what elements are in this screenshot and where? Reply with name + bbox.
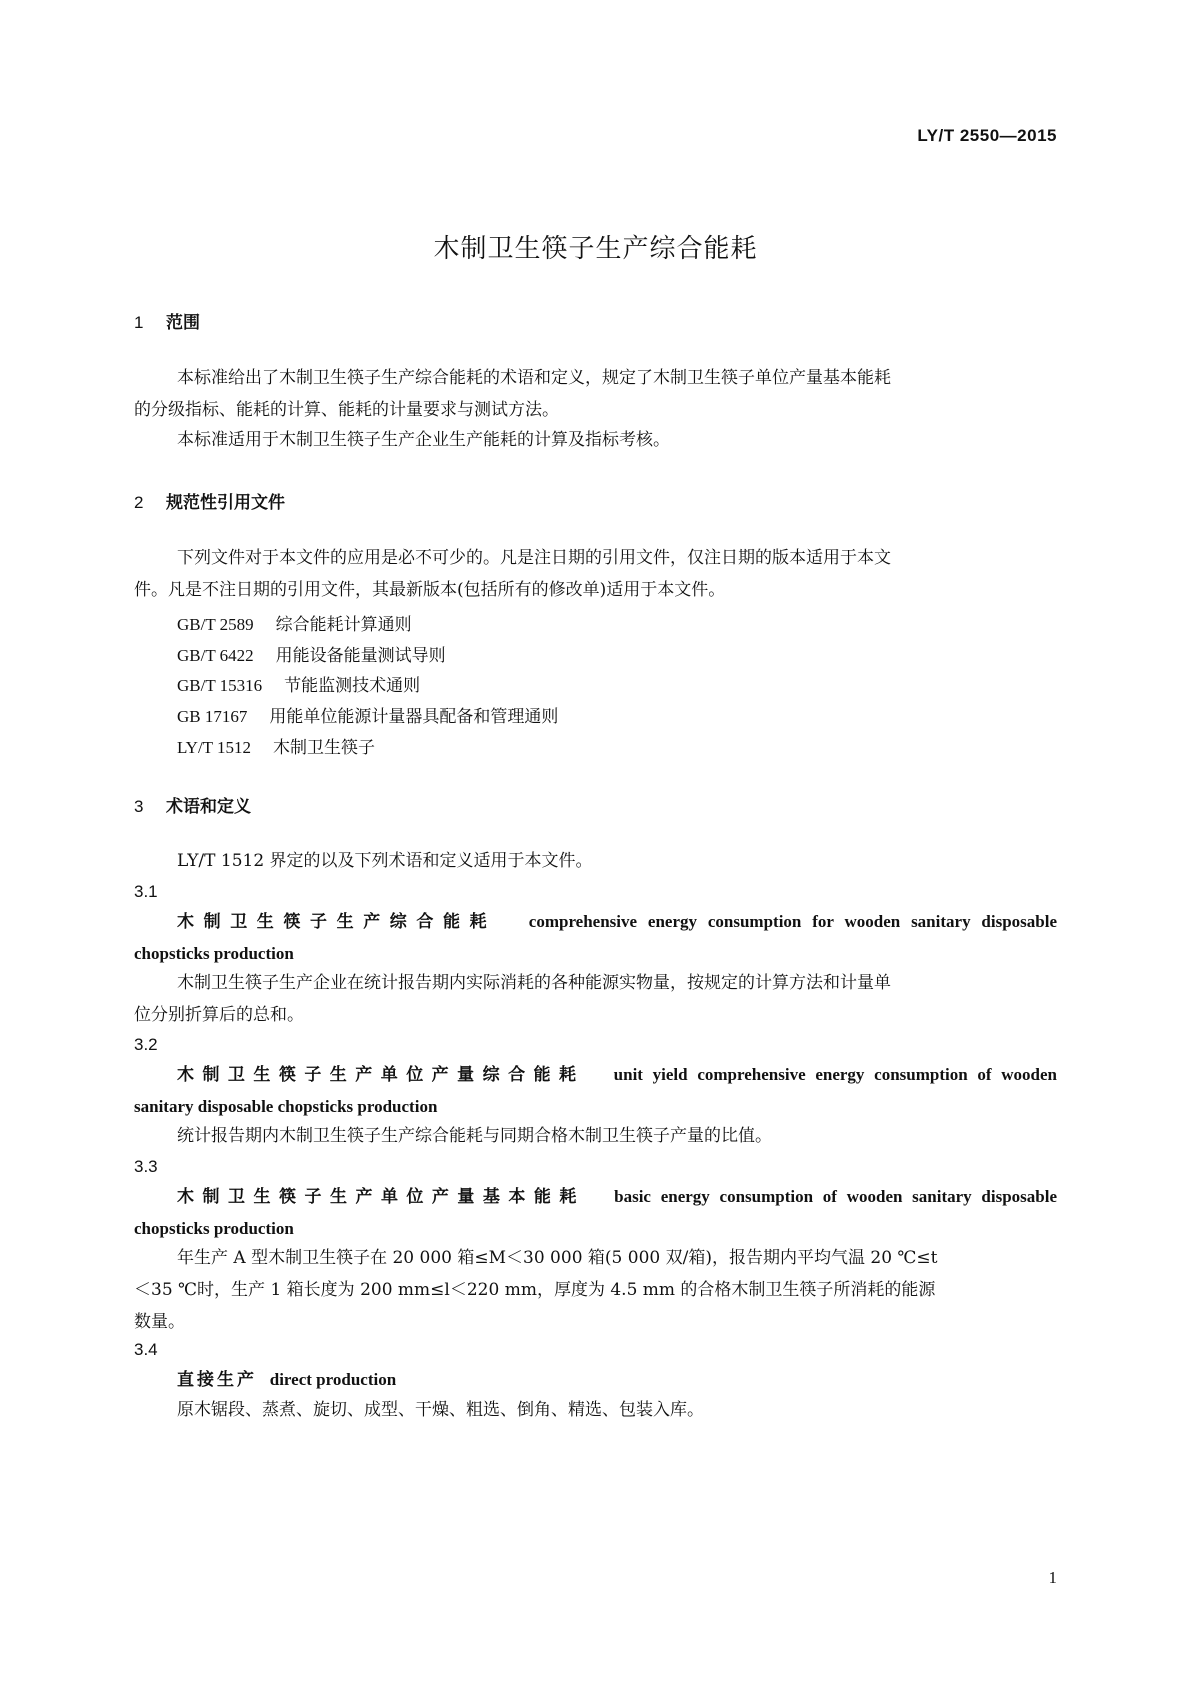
document-title: 木制卫生筷子生产综合能耗 bbox=[433, 234, 758, 264]
text-line: 年生产 A 型木制卫生筷子在 20 000 箱≤M＜30 000 箱(5 000 双/箱)，报告期内平均气温 20 ℃≤t bbox=[177, 1248, 938, 1268]
text-line: ＜35 ℃时，生产 1 箱长度为 200 mm≤l＜220 mm，厚度为 4.5 mm 的合格木制卫生筷子所消耗的能源 bbox=[134, 1280, 936, 1300]
terms-intro bbox=[134, 845, 1057, 877]
page-number: 1 bbox=[1048, 1568, 1057, 1587]
reference-code: GB/T 2589 bbox=[177, 615, 254, 634]
section-heading-scope bbox=[134, 308, 200, 333]
reference-code: GB 17167 bbox=[177, 707, 248, 726]
text-line: 的分级指标、能耗的计算、能耗的计量要求与测试方法。 bbox=[134, 400, 559, 420]
section-number: 3 bbox=[134, 797, 144, 816]
term-definition bbox=[134, 967, 1057, 1031]
reference-item bbox=[177, 671, 420, 696]
section-number: 1 bbox=[134, 313, 144, 332]
reference-item bbox=[177, 610, 412, 635]
text-line: 件。凡是不注日期的引用文件，其最新版本(包括所有的修改单)适用于本文件。 bbox=[134, 580, 726, 600]
term-entry bbox=[134, 1181, 1057, 1245]
term-english: basic energy consumption of wooden sanitary disposable bbox=[614, 1187, 1058, 1206]
text-line: LY/T 1512 界定的以及下列术语和定义适用于本文件。 bbox=[177, 851, 593, 871]
term-definition bbox=[134, 1242, 1057, 1338]
term-chinese: 木制卫生筷子生产综合能耗 bbox=[177, 912, 497, 932]
term-entry bbox=[134, 1364, 1057, 1396]
term-english-cont: chopsticks production bbox=[134, 1219, 294, 1238]
scope-paragraph-1 bbox=[134, 362, 1057, 426]
reference-item bbox=[177, 702, 558, 727]
term-english-cont: chopsticks production bbox=[134, 944, 294, 963]
reference-code: LY/T 1512 bbox=[177, 738, 252, 757]
reference-title: 节能监测技术通则 bbox=[284, 676, 421, 696]
section-heading-normative bbox=[134, 488, 285, 513]
term-definition bbox=[134, 1394, 1057, 1426]
term-heading-line bbox=[134, 1059, 1057, 1091]
section-title: 范围 bbox=[166, 313, 200, 333]
reference-item bbox=[177, 733, 375, 758]
term-number: 3.2 bbox=[134, 1035, 158, 1054]
term-definition bbox=[134, 1120, 1057, 1152]
text-line: 统计报告期内木制卫生筷子生产综合能耗与同期合格木制卫生筷子产量的比值。 bbox=[177, 1126, 772, 1146]
section-title: 规范性引用文件 bbox=[166, 493, 285, 513]
reference-title: 用能设备能量测试导则 bbox=[275, 646, 446, 666]
reference-item bbox=[177, 641, 446, 666]
reference-code: GB/T 15316 bbox=[177, 676, 263, 695]
text-line: 下列文件对于本文件的应用是必不可少的。凡是注日期的引用文件，仅注日期的版本适用于本文 bbox=[177, 548, 891, 568]
term-number: 3.3 bbox=[134, 1157, 158, 1176]
reference-code: GB/T 6422 bbox=[177, 646, 254, 665]
section-number: 2 bbox=[134, 493, 144, 512]
term-english: unit yield comprehensive energy consumption of wooden bbox=[613, 1065, 1057, 1084]
term-english-cont: sanitary disposable chopsticks production bbox=[134, 1097, 438, 1116]
term-chinese: 木制卫生筷子生产单位产量综合能耗 bbox=[177, 1065, 585, 1085]
text-line: 木制卫生筷子生产企业在统计报告期内实际消耗的各种能源实物量，按规定的计算方法和计量单 bbox=[177, 973, 891, 993]
term-heading-line bbox=[134, 906, 1057, 938]
section-heading-terms bbox=[134, 792, 251, 817]
term-chinese: 木制卫生筷子生产单位产量基本能耗 bbox=[177, 1187, 585, 1207]
term-number: 3.1 bbox=[134, 882, 158, 901]
text-line: 数量。 bbox=[134, 1312, 185, 1332]
term-heading-line bbox=[134, 1364, 1057, 1396]
reference-title: 用能单位能源计量器具配备和管理通则 bbox=[269, 707, 559, 727]
normative-intro bbox=[134, 542, 1057, 606]
section-title: 术语和定义 bbox=[166, 797, 251, 817]
term-english: comprehensive energy consumption for wooden sanitary disposable bbox=[528, 912, 1058, 931]
term-entry bbox=[134, 906, 1057, 970]
term-english: direct production bbox=[269, 1370, 397, 1389]
reference-title: 木制卫生筷子 bbox=[273, 738, 376, 758]
text-line: 本标准适用于木制卫生筷子生产企业生产能耗的计算及指标考核。 bbox=[177, 430, 670, 450]
term-heading-line bbox=[134, 1181, 1057, 1213]
term-chinese: 直接生产 bbox=[177, 1370, 257, 1390]
text-line: 本标准给出了木制卫生筷子生产综合能耗的术语和定义，规定了木制卫生筷子单位产量基本能耗 bbox=[177, 368, 891, 388]
reference-title: 综合能耗计算通则 bbox=[275, 615, 412, 635]
term-number: 3.4 bbox=[134, 1340, 158, 1359]
text-line: 位分别折算后的总和。 bbox=[134, 1005, 304, 1025]
term-entry bbox=[134, 1059, 1057, 1123]
scope-paragraph-2 bbox=[134, 424, 1057, 456]
standard-code: LY/T 2550—2015 bbox=[917, 126, 1057, 145]
text-line: 原木锯段、蒸煮、旋切、成型、干燥、粗选、倒角、精选、包装入库。 bbox=[177, 1400, 704, 1420]
